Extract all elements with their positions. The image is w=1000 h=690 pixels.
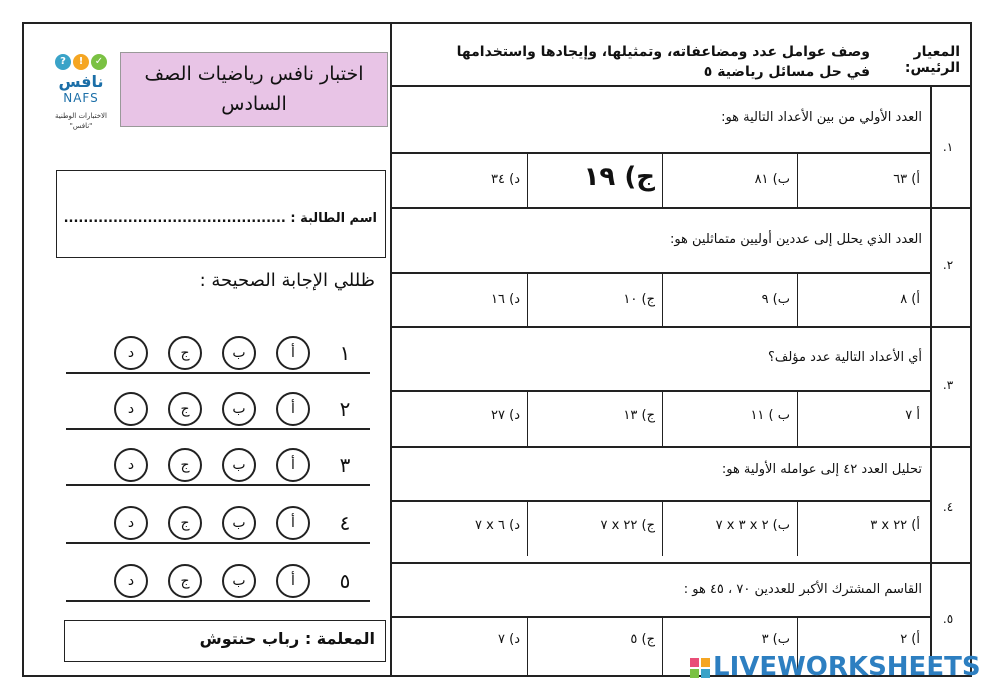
nafs-logo — [44, 50, 118, 150]
question-text: العدد الأولي من بين الأعداد التالية هو: — [721, 110, 922, 125]
row-divider — [392, 562, 970, 564]
bubble-c[interactable]: ج — [168, 506, 202, 540]
bubble-a[interactable]: أ — [276, 336, 310, 370]
option-b[interactable]: ب) ٨١ — [754, 172, 790, 187]
option-d[interactable]: د) ٢٧ — [491, 408, 520, 423]
bubble-d[interactable]: د — [114, 336, 148, 370]
option-d[interactable]: د) ١٦ — [491, 292, 520, 307]
exam-title: اختبار نافس رياضيات الصف السادس — [120, 52, 388, 127]
bubble-b[interactable]: ب — [222, 564, 256, 598]
logo-arabic: نافس — [58, 72, 104, 91]
option-c[interactable]: ج) ٥ — [630, 632, 655, 647]
row-divider — [392, 326, 970, 328]
row-divider — [392, 152, 930, 154]
bubble-b[interactable]: ب — [222, 336, 256, 370]
cell-divider — [662, 154, 663, 208]
option-b[interactable]: ب) ٣ — [761, 632, 790, 647]
option-b[interactable]: ب ) ١١ — [750, 408, 790, 423]
logo-subtitle: الاختبارات الوطنية "نافس" — [54, 112, 107, 130]
teacher-name: المعلمة : رباب حنتوش — [64, 620, 386, 662]
bubble-d[interactable]: د — [114, 564, 148, 598]
student-name-field[interactable] — [56, 170, 386, 258]
watermark-text: LIVEWORKSHEETS — [713, 652, 981, 682]
cell-divider — [527, 392, 528, 446]
bubble-d[interactable]: د — [114, 506, 148, 540]
option-a[interactable]: أ) ٢ — [900, 632, 920, 647]
answer-row-4 — [66, 504, 370, 544]
bubble-d[interactable]: د — [114, 448, 148, 482]
cell-divider — [797, 392, 798, 446]
cell-divider — [797, 154, 798, 208]
question-text: القاسم المشترك الأكبر للعددين ٧٠ ، ٤٥ هو : — [683, 582, 922, 597]
liveworksheets-logo-icon — [690, 658, 710, 678]
question-number: .١ — [942, 140, 954, 154]
cell-divider — [662, 502, 663, 556]
bubble-b[interactable]: ب — [222, 506, 256, 540]
row-divider — [392, 446, 970, 448]
bubble-c[interactable]: ج — [168, 336, 202, 370]
answer-row-number: ٣ — [339, 453, 351, 477]
cell-divider — [527, 154, 528, 208]
answer-row-1 — [66, 334, 370, 374]
cell-divider — [527, 618, 528, 675]
answer-row-number: ٤ — [339, 511, 351, 535]
bubble-c[interactable]: ج — [168, 564, 202, 598]
question-number: .٣ — [942, 378, 954, 392]
question-text: أي الأعداد التالية عدد مؤلف؟ — [767, 350, 922, 365]
option-c[interactable]: ج) ١٩ — [583, 162, 655, 192]
option-d[interactable]: د) ٧ — [498, 632, 520, 647]
option-d[interactable]: د) ٣٤ — [491, 172, 520, 187]
answer-row-5 — [66, 562, 370, 602]
cell-divider — [797, 502, 798, 556]
cell-divider — [527, 502, 528, 556]
bubble-c[interactable]: ج — [168, 392, 202, 426]
option-b[interactable]: ب) ٩ — [761, 292, 790, 307]
option-a[interactable]: أ) ٨ — [900, 292, 920, 307]
answer-row-2 — [66, 390, 370, 430]
bubble-b[interactable]: ب — [222, 392, 256, 426]
answer-row-number: ١ — [339, 341, 351, 365]
option-a[interactable]: أ) ٦٣ — [893, 172, 920, 187]
student-name-label: اسم الطالبة : ............................................. — [63, 211, 377, 226]
question-number: .٢ — [942, 258, 954, 272]
criteria-label: المعيار الرئيس: — [904, 44, 960, 76]
option-a[interactable]: أ) ٢٢ x ٣ — [870, 518, 920, 533]
cell-divider — [662, 274, 663, 328]
question-number: .٤ — [942, 500, 954, 514]
instruction-text: ظللي الإجابة الصحيحة : — [199, 270, 375, 291]
cell-divider — [662, 618, 663, 675]
answer-row-number: ٥ — [339, 569, 351, 593]
question-text: تحليل العدد ٤٢ إلى عوامله الأولية هو: — [721, 462, 922, 477]
option-c[interactable]: ج) ١٣ — [623, 408, 655, 423]
row-divider — [392, 500, 930, 502]
cell-divider — [662, 392, 663, 446]
option-b[interactable]: ب) ٢ x ٣ x ٧ — [715, 518, 790, 533]
row-divider — [392, 616, 930, 618]
row-divider — [392, 272, 930, 274]
option-a[interactable]: أ ٧ — [905, 408, 920, 423]
liveworksheets-watermark — [690, 652, 981, 682]
bubble-d[interactable]: د — [114, 392, 148, 426]
option-c[interactable]: ج) ١٠ — [623, 292, 655, 307]
option-c[interactable]: ج) ٢٢ x ٧ — [600, 518, 655, 533]
answer-row-3 — [66, 446, 370, 486]
bubble-a[interactable]: أ — [276, 392, 310, 426]
answer-row-number: ٢ — [339, 397, 351, 421]
bubble-b[interactable]: ب — [222, 448, 256, 482]
bubble-a[interactable]: أ — [276, 448, 310, 482]
row-divider — [392, 207, 970, 209]
question-text: العدد الذي يحلل إلى عددين أوليين متماثلين هو: — [669, 232, 922, 247]
question-number: .٥ — [942, 612, 954, 626]
header-divider — [392, 85, 970, 87]
logo-mark-icon: ? ! ✓ — [44, 54, 118, 70]
number-column-divider — [930, 87, 932, 675]
bubble-c[interactable]: ج — [168, 448, 202, 482]
bubble-a[interactable]: أ — [276, 506, 310, 540]
option-d[interactable]: د) ٦ x ٧ — [475, 518, 520, 533]
row-divider — [392, 390, 930, 392]
criteria-text: وصف عوامل عدد ومضاعفاته، وتمثيلها، وإيجادها واستخدامها في حل مسائل رياضية ٥ — [456, 44, 870, 80]
bubble-a[interactable]: أ — [276, 564, 310, 598]
cell-divider — [797, 274, 798, 328]
logo-english: NAFS — [63, 91, 99, 105]
cell-divider — [527, 274, 528, 328]
